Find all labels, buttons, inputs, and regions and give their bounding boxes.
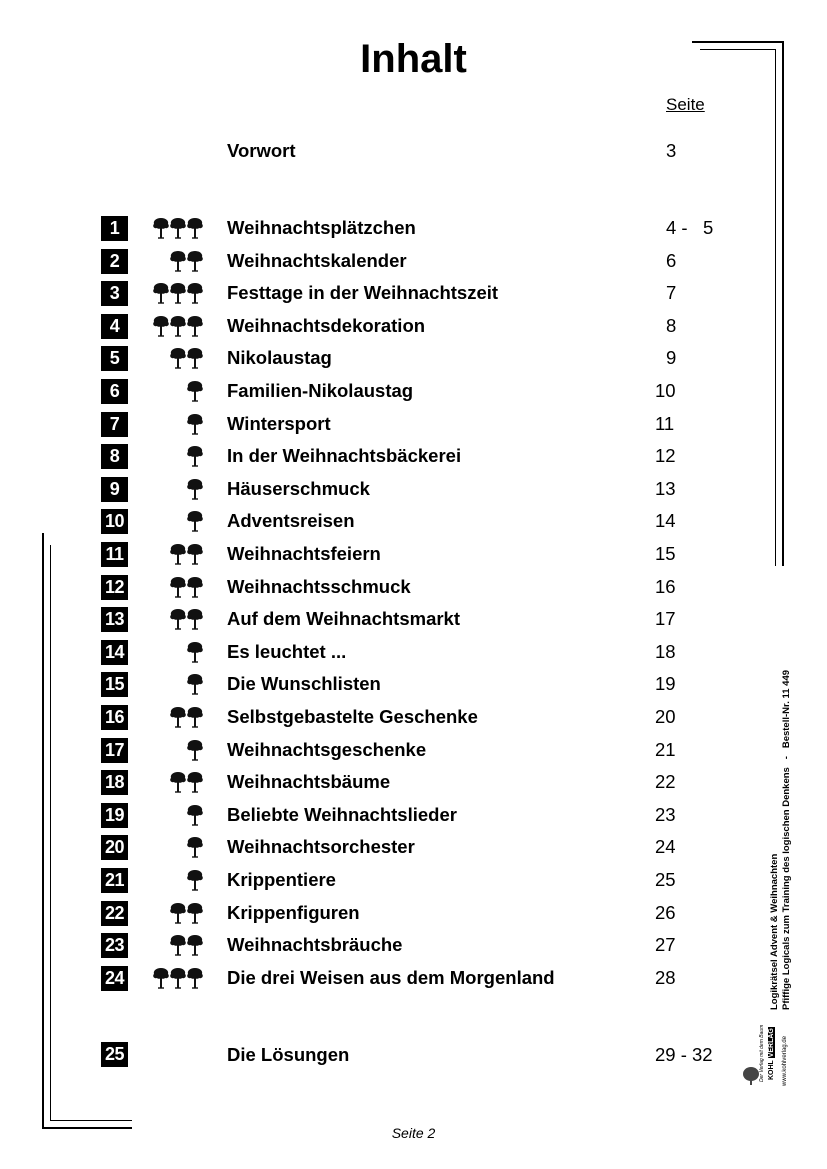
chapter-page-number: 9 [666,347,677,369]
chapter-number-badge: 10 [101,509,128,534]
difficulty-trees [152,576,204,598]
chapter-number-badge: 18 [101,770,128,795]
toc-entry[interactable] [0,281,760,307]
chapter-page-number: 25 [655,869,676,890]
tree-icon [186,804,204,826]
tree-icon [169,282,187,304]
chapter-number-badge: 1 [101,216,128,241]
tree-icon [186,771,204,793]
tree-icon [186,315,204,337]
tree-icon [169,771,187,793]
toc-entry[interactable] [0,249,760,275]
difficulty-trees [152,445,204,467]
chapter-page-number: 11 [655,412,675,434]
tree-icon [169,543,187,565]
chapter-title: Festtage in der Weihnachtszeit [227,282,499,304]
tree-icon [169,347,187,369]
toc-entry[interactable] [0,477,760,503]
toc-entry[interactable] [0,672,760,698]
tree-icon [186,510,204,532]
tree-icon [152,282,170,304]
difficulty-trees [152,608,204,630]
chapter-title: Die drei Weisen aus dem Morgenland [227,966,555,988]
tree-icon [169,250,187,272]
toc-entry[interactable] [0,966,760,992]
chapter-page-number: 6 [666,249,677,271]
chapter-page-number: 28 [655,966,676,988]
chapter-page-number: 12 [655,445,676,467]
tree-icon [186,902,204,924]
difficulty-trees [152,250,204,272]
chapter-number-badge: 13 [101,607,128,632]
chapter-page-number: 8 [666,314,677,336]
chapter-number-badge: 8 [101,444,128,469]
chapter-title: Weihnachtsdekoration [227,314,426,336]
difficulty-trees [152,934,204,956]
difficulty-trees [152,967,204,989]
side-book-title: Logikrätsel Advent & Weihnachten [769,853,780,1010]
chapter-number-badge: 19 [101,803,128,828]
publisher-url: www.kohlverlag.de [782,1035,788,1086]
chapter-title: Nikolaustag [227,347,332,369]
toc-entry[interactable] [0,412,760,438]
chapter-page-number: 19 [655,673,676,695]
tree-icon [169,902,187,924]
difficulty-trees [152,902,204,924]
difficulty-trees [152,673,204,695]
toc-entry[interactable] [0,803,760,829]
tree-icon [186,869,204,891]
tree-icon [186,576,204,598]
tree-icon [186,445,204,467]
chapter-title: Weihnachtsfeiern [227,543,381,564]
chapter-number-badge: 5 [101,346,128,371]
tree-icon [152,217,170,239]
chapter-number-badge: 7 [101,412,128,437]
difficulty-trees [152,217,204,239]
tree-icon [169,315,187,337]
page-footer: Seite 2 [391,1125,436,1141]
toc-entry[interactable] [0,444,760,470]
chapter-title: Häuserschmuck [227,477,370,499]
difficulty-trees [152,413,204,435]
tree-icon [186,282,204,304]
chapter-title: Weihnachtsorchester [227,836,415,858]
frame-top-right-v1 [782,41,784,566]
tree-icon [186,347,204,369]
frame-bottom-left-h1 [42,1127,132,1129]
chapter-number-badge: 24 [101,966,128,991]
difficulty-trees [152,706,204,728]
tree-icon [169,217,187,239]
frame-bottom-left-v1 [42,533,44,1129]
toc-entry[interactable] [0,607,760,633]
toc-solutions[interactable] [0,1042,760,1068]
chapter-title: Weihnachtsgeschenke [227,738,427,760]
chapter-number-badge: 15 [101,672,128,697]
chapter-title: In der Weihnachtsbäckerei [227,445,462,467]
chapter-title: Wintersport [227,412,331,434]
chapter-page-number: 21 [655,738,676,760]
toc-entry[interactable] [0,738,760,764]
tree-icon [169,576,187,598]
chapter-title: Weihnachtsschmuck [227,575,411,597]
toc-entry[interactable] [0,933,760,959]
tree-icon [186,836,204,858]
tree-icon [169,706,187,728]
chapter-title: Die Wunschlisten [227,673,381,695]
chapter-title: Weihnachtsbäume [227,771,391,793]
toc-entry[interactable] [0,314,760,340]
toc-preface[interactable] [0,139,760,165]
chapter-title: Auf dem Weihnachtsmarkt [227,608,461,630]
publisher-slogan: Der Verlag mit dem Baum [759,1024,765,1082]
chapter-page-number: 4 - 5 [666,217,714,238]
difficulty-trees [152,478,204,500]
chapter-page-number: 24 [655,836,676,858]
frame-top-right-h1 [692,41,784,43]
chapter-page-number: 10 [655,380,676,401]
chapter-number-badge: 14 [101,640,128,665]
difficulty-trees [152,380,204,402]
chapter-page-number: 23 [655,803,676,825]
chapter-number-badge: 25 [101,1042,128,1067]
toc-entry[interactable] [0,509,760,535]
chapter-title: Weihnachtsbräuche [227,934,403,956]
difficulty-trees [152,315,204,337]
tree-icon [186,413,204,435]
difficulty-trees [152,282,204,304]
publisher-name: KOHL VERLAG [768,1028,775,1080]
chapter-title: Selbstgebastelte Geschenke [227,706,478,727]
tree-icon [186,543,204,565]
tree-icon [186,217,204,239]
tree-icon [186,673,204,695]
solutions-label: Die Lösungen [227,1044,350,1065]
side-book-subtitle: Pfiffige Logicals zum Training des logischen Denkens - Bestell-Nr. 11 449 [781,669,792,1010]
difficulty-trees [152,739,204,761]
frame-top-right-v2 [775,49,776,566]
chapter-title: Krippenfiguren [227,901,360,923]
tree-icon [169,934,187,956]
chapter-page-number: 13 [655,477,676,499]
tree-icon [152,315,170,337]
tree-icon [186,250,204,272]
tree-icon [186,934,204,956]
chapter-number-badge: 11 [101,542,128,567]
chapter-title: Familien-Nikolaustag [227,380,414,401]
toc-entry[interactable] [0,542,760,568]
chapter-page-number: 16 [655,575,676,597]
chapter-number-badge: 2 [101,249,128,274]
chapter-title: Beliebte Weihnachtslieder [227,803,457,825]
chapter-page-number: 26 [655,901,676,923]
difficulty-trees [152,510,204,532]
chapter-title: Weihnachtskalender [227,249,407,271]
tree-icon [186,641,204,663]
chapter-page-number: 27 [655,934,676,956]
tree-icon [169,967,187,989]
chapter-number-badge: 20 [101,835,128,860]
chapter-page-number: 14 [655,510,676,532]
difficulty-trees [152,771,204,793]
chapter-title: Weihnachtsplätzchen [227,217,416,238]
publisher-logo [742,1020,788,1086]
difficulty-trees [152,804,204,826]
chapter-number-badge: 4 [101,314,128,339]
page-column-header: Seite [666,95,705,114]
frame-bottom-left-h2 [50,1120,132,1121]
chapter-number-badge: 22 [101,901,128,926]
chapter-number-badge: 17 [101,738,128,763]
chapter-title: Es leuchtet ... [227,640,347,662]
toc-entry[interactable] [0,868,760,894]
toc-entry[interactable] [0,346,760,372]
tree-icon [186,478,204,500]
chapter-page-number: 15 [655,543,676,564]
tree-icon [186,380,204,402]
chapter-number-badge: 3 [101,281,128,306]
difficulty-trees [152,641,204,663]
chapter-page-number: 7 [666,282,677,304]
tree-icon [169,608,187,630]
tree-icon [186,706,204,728]
chapter-title: Adventsreisen [227,510,355,532]
preface-label: Vorwort [227,140,296,161]
preface-page: 3 [666,140,677,161]
toc-entry[interactable] [0,216,760,242]
chapter-page-number: 20 [655,706,676,727]
toc-entry[interactable] [0,770,760,796]
chapter-number-badge: 23 [101,933,128,958]
tree-icon [152,967,170,989]
difficulty-trees [152,869,204,891]
tree-icon [186,608,204,630]
toc-entry[interactable] [0,640,760,666]
toc-entry[interactable] [0,575,760,601]
difficulty-trees [152,347,204,369]
chapter-number-badge: 16 [101,705,128,730]
tree-icon [186,739,204,761]
page-title: Inhalt [360,37,467,81]
chapter-number-badge: 12 [101,575,128,600]
difficulty-trees [152,836,204,858]
chapter-page-number: 17 [655,608,676,630]
toc-entry[interactable] [0,901,760,927]
chapter-number-badge: 6 [101,379,128,404]
toc-entry[interactable] [0,835,760,861]
chapter-number-badge: 9 [101,477,128,502]
toc-entry[interactable] [0,379,760,405]
frame-top-right-h2 [700,49,776,50]
frame-bottom-left-v2 [50,545,51,1121]
chapter-page-number: 22 [655,771,676,793]
tree-icon [186,967,204,989]
difficulty-trees [152,543,204,565]
chapter-title: Krippentiere [227,869,336,890]
toc-entry[interactable] [0,705,760,731]
solutions-pages: 29 - 32 [655,1044,713,1065]
chapter-page-number: 18 [655,640,676,662]
chapter-number-badge: 21 [101,868,128,893]
